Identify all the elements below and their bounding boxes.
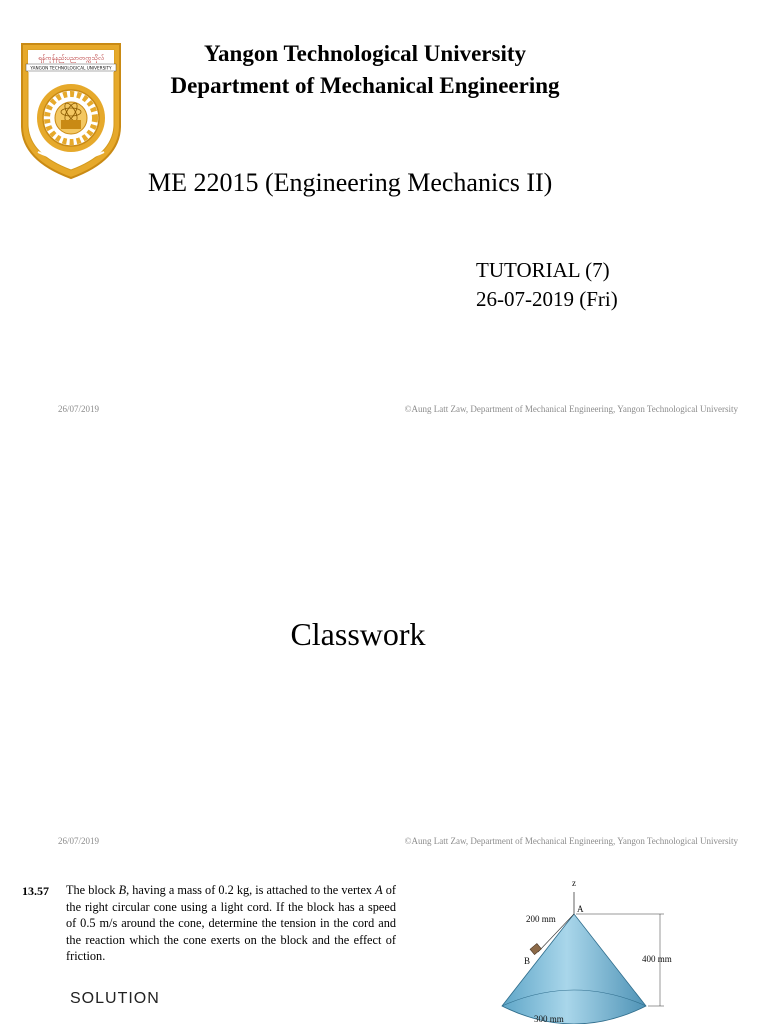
classwork-slide bbox=[0, 432, 768, 862]
problem-slide bbox=[0, 864, 768, 1024]
tutorial-number: TUTORIAL (7) bbox=[476, 258, 610, 282]
footer-date: 26/07/2019 bbox=[58, 404, 100, 414]
footer-copyright: ©Aung Latt Zaw, Department of Mechanical Engineering, Yangon Technological University bbox=[404, 404, 738, 414]
university-name: Yangon Technological University bbox=[203, 41, 527, 66]
footer-copyright: ©Aung Latt Zaw, Department of Mechanical Engineering, Yangon Technological University bbox=[404, 836, 738, 846]
solution-label: SOLUTION bbox=[70, 990, 160, 1007]
university-header bbox=[140, 38, 590, 102]
label-b: B bbox=[524, 956, 531, 966]
slide-title: Classwork bbox=[290, 616, 426, 652]
footer-date: 26/07/2019 bbox=[58, 836, 100, 846]
problem-statement: The block B, having a mass of 0.2 kg, is attached to the vertex A of the right circular cone using a light cord. If the block has a speed of 0.5 m/s around the cone, determine the tension in the cord and the reaction which the cone exerts on the block and the effect of friction. bbox=[66, 883, 396, 963]
problem-number: 13.57 bbox=[22, 884, 49, 898]
university-seal-icon bbox=[18, 40, 124, 180]
logo-top-text: ရန်ကုန်နည်းပညာတက္ကသိုလ် bbox=[38, 54, 104, 62]
title-slide bbox=[0, 0, 768, 430]
cone-body bbox=[502, 914, 646, 1024]
dim-300: 300 mm bbox=[534, 1014, 564, 1024]
course-title: ME 22015 (Engineering Mechanics II) bbox=[148, 168, 553, 197]
block-b bbox=[530, 943, 541, 954]
department-name: Department of Mechanical Engineering bbox=[170, 73, 560, 98]
tutorial-info bbox=[476, 256, 618, 314]
tutorial-date: 26-07-2019 (Fri) bbox=[476, 287, 618, 311]
logo-ribbon-text: YANGON TECHNOLOGICAL UNIVERSITY bbox=[30, 65, 112, 71]
label-z: z bbox=[572, 878, 576, 888]
dim-400: 400 mm bbox=[642, 954, 672, 964]
cone-diagram bbox=[496, 874, 706, 1024]
dim-200: 200 mm bbox=[526, 914, 556, 924]
label-a: A bbox=[577, 904, 584, 914]
